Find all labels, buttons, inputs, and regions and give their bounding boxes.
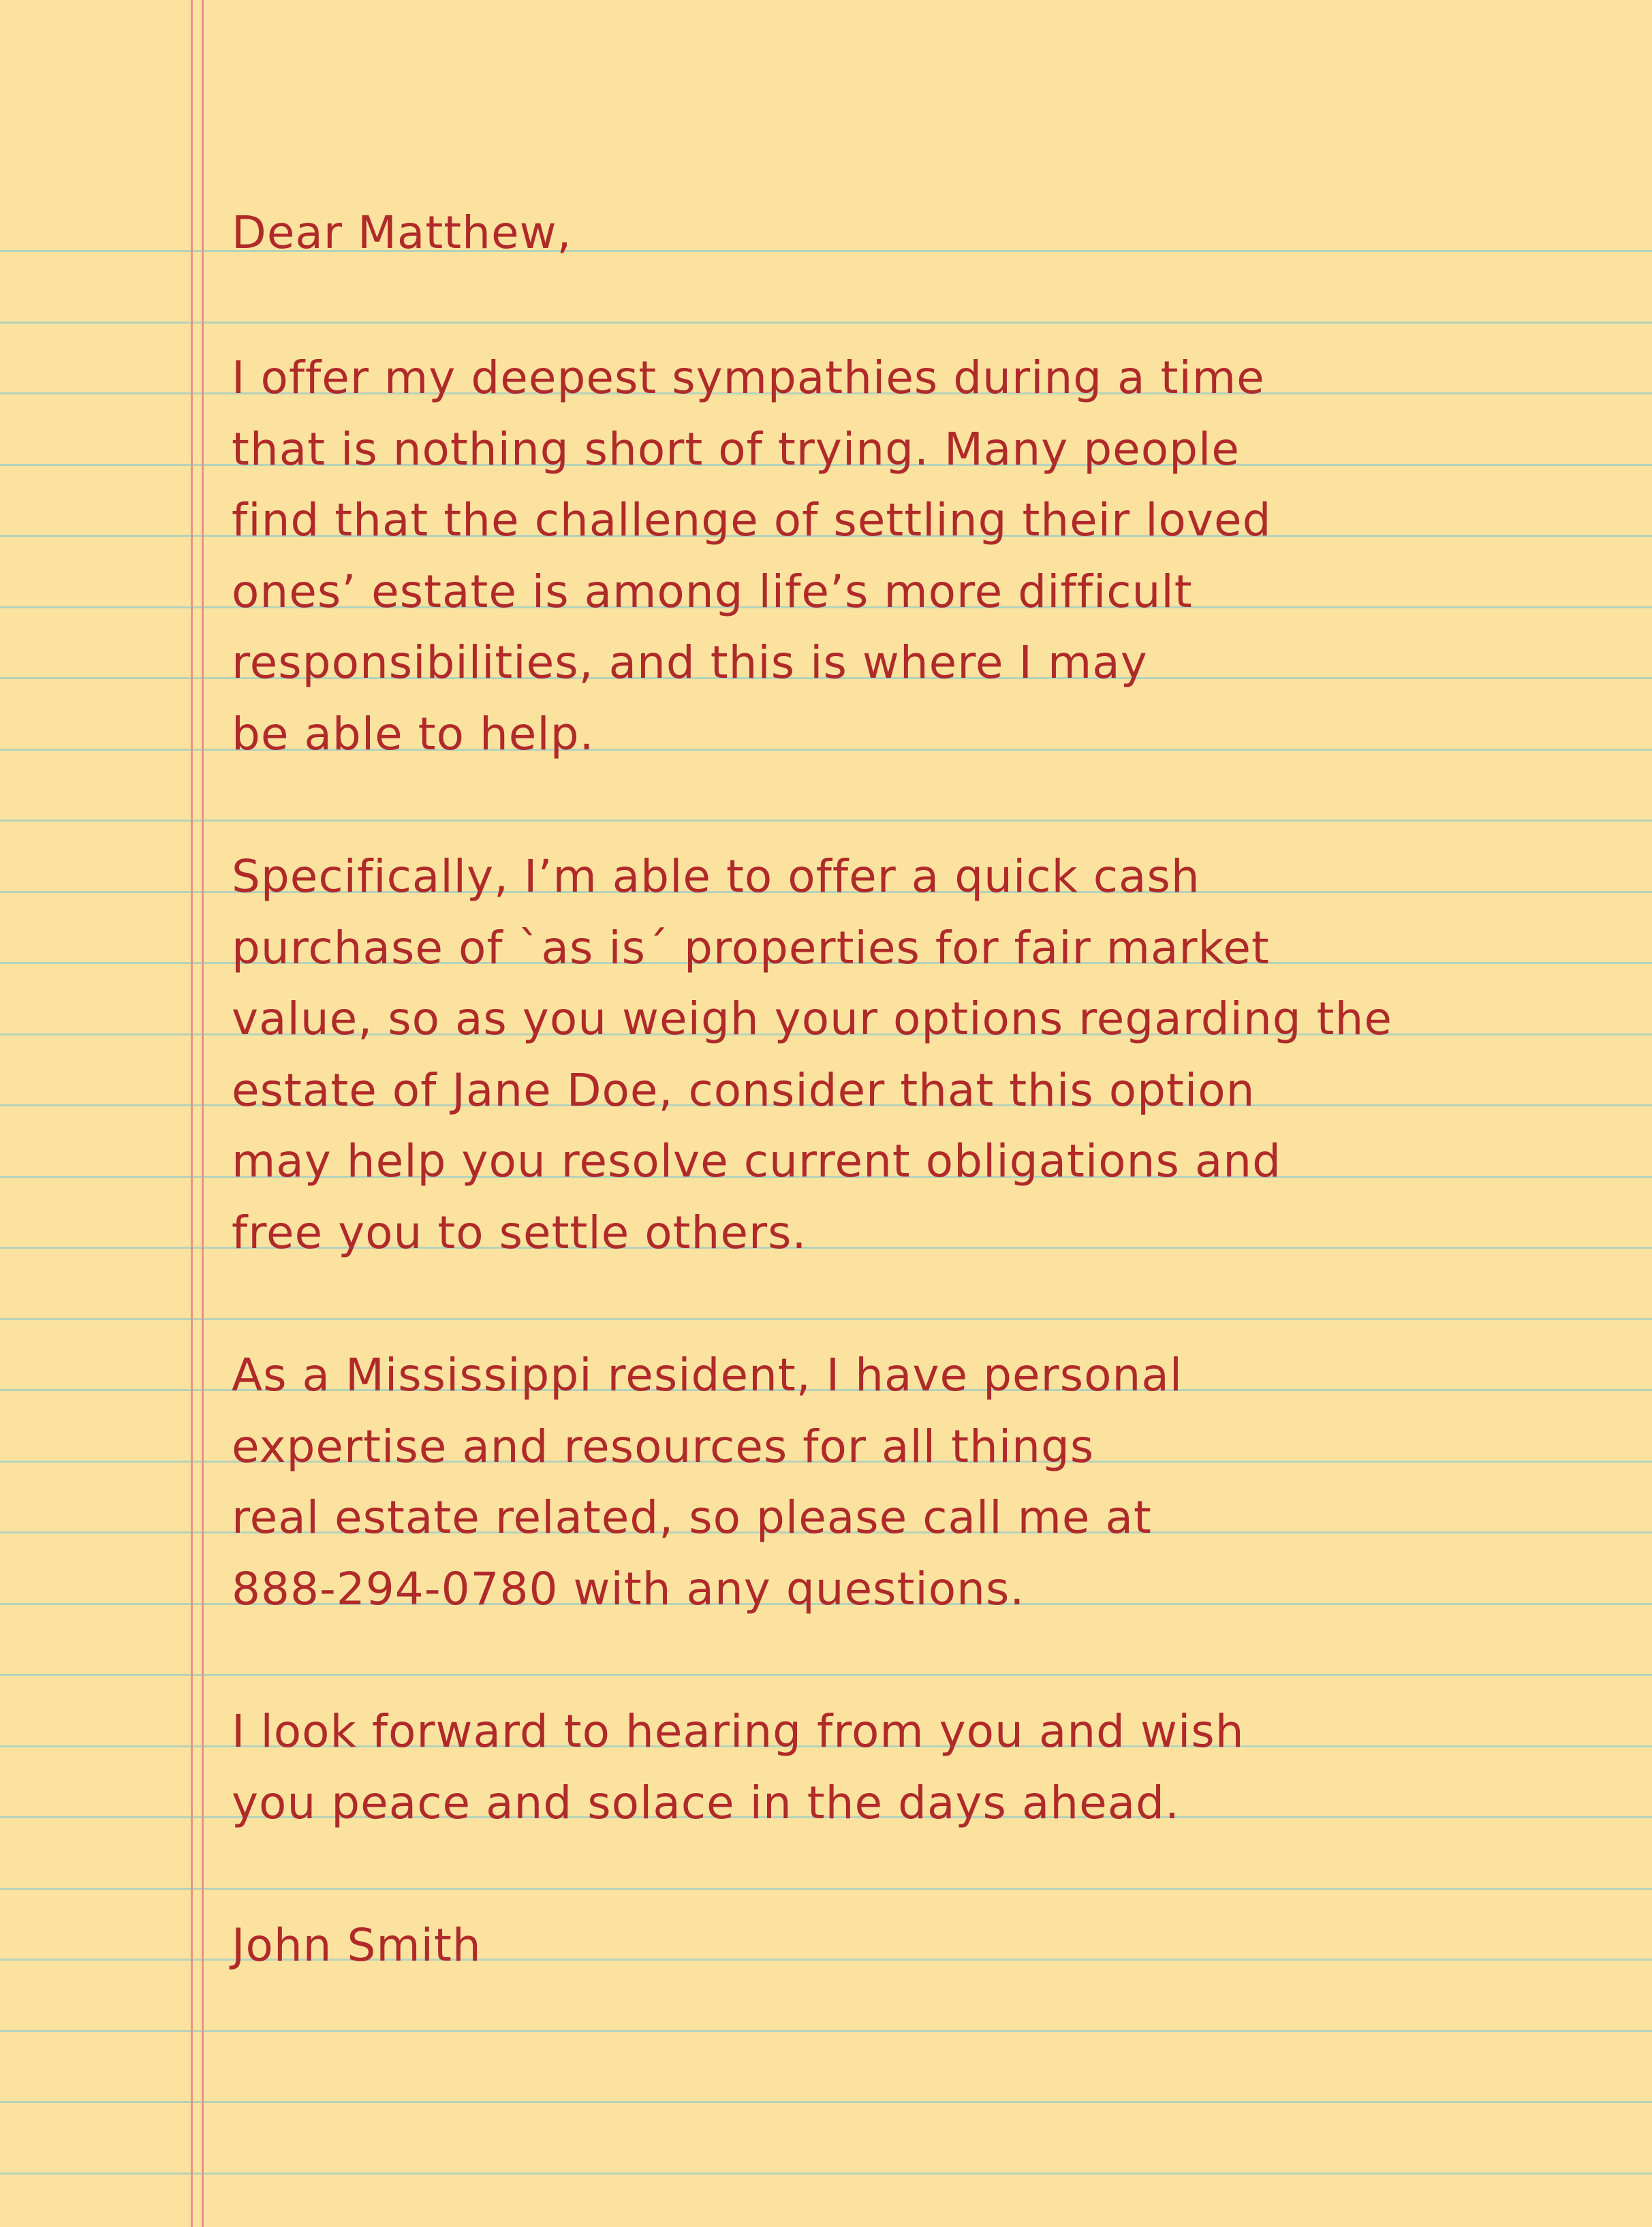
paragraph-4-line-1: I look forward to hearing from you and wish — [232, 1705, 1245, 1758]
paragraph-1-line-2: that is nothing short of trying. Many people — [232, 423, 1240, 476]
margin-line-right — [202, 0, 204, 2227]
paragraph-2-line-3: value, so as you weigh your options regarding the — [232, 993, 1392, 1045]
paragraph-3-line-4: 888-294-0780 with any questions. — [232, 1563, 1025, 1615]
paragraph-2-line-1: Specifically, I’m able to offer a quick cash — [232, 850, 1200, 903]
paragraph-2-line-6: free you to settle others. — [232, 1206, 807, 1259]
ruled-line — [0, 2173, 1652, 2175]
ruled-line — [0, 322, 1652, 324]
signature: John Smith — [232, 1919, 482, 1972]
paragraph-2-line-5: may help you resolve current obligations and — [232, 1135, 1282, 1187]
paragraph-1-line-1: I offer my deepest sympathies during a time — [232, 352, 1265, 404]
ruled-line — [0, 1318, 1652, 1320]
salutation: Dear Matthew, — [232, 206, 572, 259]
paragraph-1-line-5: responsibilities, and this is where I may — [232, 636, 1148, 689]
margin-line-left — [191, 0, 193, 2227]
paragraph-1-line-6: be able to help. — [232, 708, 595, 760]
ruled-line — [0, 2101, 1652, 2103]
ruled-line — [0, 2030, 1652, 2032]
paragraph-1-line-3: find that the challenge of settling their loved — [232, 494, 1272, 546]
paragraph-4-line-2: you peace and solace in the days ahead. — [232, 1777, 1181, 1829]
ruled-line — [0, 1674, 1652, 1676]
ruled-line — [0, 820, 1652, 822]
paragraph-3-line-2: expertise and resources for all things — [232, 1420, 1095, 1473]
ruled-line — [0, 1888, 1652, 1890]
paragraph-2-line-4: estate of Jane Doe, consider that this option — [232, 1064, 1256, 1117]
paragraph-3-line-1: As a Mississippi resident, I have personal — [232, 1349, 1183, 1401]
paragraph-1-line-4: ones’ estate is among life’s more difficult — [232, 565, 1193, 618]
paragraph-3-line-3: real estate related, so please call me at — [232, 1491, 1152, 1544]
paragraph-2-line-2: purchase of `as is´ properties for fair market — [232, 922, 1270, 974]
